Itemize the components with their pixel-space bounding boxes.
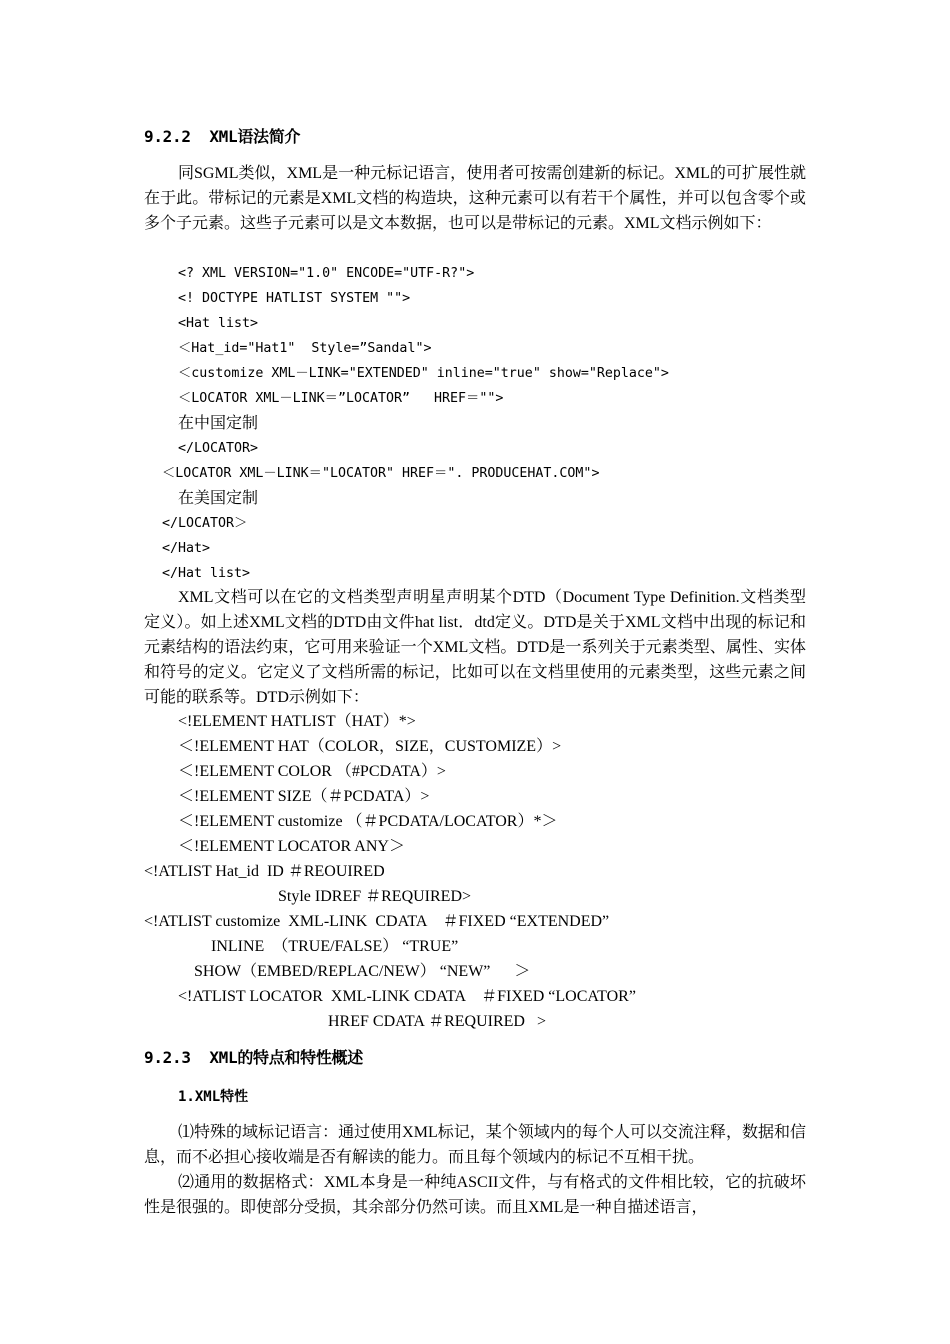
code-line: </LOCATOR＞ (162, 516, 248, 531)
feature-paragraph-2: ⑵通用的数据格式：XML本身是一种纯ASCII文件，与有格式的文件相比较，它的抗破坏性是很强的。即使部分受损，其余部分仍然可读。而且XML是一种自描述语言， (144, 1174, 806, 1216)
dtd-line: ＜!ELEMENT LOCATOR ANY＞ (178, 838, 405, 855)
dtd-line: ＜!ELEMENT SIZE（＃PCDATA）> (178, 788, 430, 805)
section-heading-9-2-3: 9.2.3 XML的特点和特性概述 (144, 1048, 363, 1067)
dtd-line: <!ATLIST Hat_id ID ＃REOUIRED (144, 863, 385, 880)
dtd-line: <!ATLIST customize XML-LINK CDATA ＃FIXED “EXTENDED” (144, 913, 610, 930)
feature-paragraph-1: ⑴特殊的域标记语言：通过使用XML标记，某个领域内的每个人可以交流注释，数据和信息，而不必担心接收端是否有解读的能力。而且每个领域内的标记不互相干扰。 (144, 1124, 806, 1166)
code-line: <? XML VERSION="1.0" ENCODE="UTF-R?"> (178, 266, 475, 281)
code-line: <Hat list> (178, 316, 259, 331)
code-line: ＜LOCATOR XML－LINK＝"LOCATOR" HREF＝". PRODUCEHAT.COM"> (162, 466, 600, 481)
code-line: </LOCATOR> (178, 441, 259, 456)
code-line: </Hat list> (162, 566, 251, 581)
dtd-intro-paragraph: XML文档可以在它的文档类型声明星声明某个DTD（Document Type Definition.文档类型定义）。如上述XML文档的DTD由文件hat list．dtd定义。DTD是关于XML文档中出现的标记和元素结构的语法约束，它可用来验证一个XML文档。DTD是一系列关于元素类型、属性、实体和符号的定义。它定义了文档所需的标记，比如可以在文档里使用的元素类型，这些元素之间可能的联系等。DTD示例如下： (144, 589, 806, 706)
code-line: ＜LOCATOR XML－LINK＝”LOCATOR” HREF＝""> (178, 391, 504, 406)
dtd-line: <!ATLIST LOCATOR XML-LINK CDATA ＃FIXED “LOCATOR” (178, 988, 636, 1005)
section-heading-9-2-2: 9.2.2 XML语法简介 (144, 127, 301, 146)
code-line: ＜customize XML－LINK="EXTENDED" inline="true" show="Replace"> (178, 366, 669, 381)
dtd-line: INLINE （TRUE/FALSE） “TRUE” (211, 938, 459, 955)
subsection-heading-xml-features: 1.XML特性 (178, 1089, 249, 1105)
code-line: </Hat> (162, 541, 211, 556)
code-line: <! DOCTYPE HATLIST SYSTEM ""> (178, 291, 411, 306)
dtd-line: ＜!ELEMENT customize （＃PCDATA/LOCATOR）*＞ (178, 813, 558, 830)
dtd-line: ＜!ELEMENT COLOR （#PCDATA）> (178, 763, 446, 780)
code-line: 在美国定制 (178, 490, 259, 507)
dtd-line: Style IDREF ＃REQUIRED> (278, 888, 472, 905)
dtd-line: ＜!ELEMENT HAT（COLOR，SIZE，CUSTOMIZE）> (178, 738, 562, 755)
dtd-line: HREF CDATA ＃REQUIRED > (328, 1013, 546, 1030)
dtd-line: SHOW（EMBED/REPLAC/NEW） “NEW” ＞ (194, 963, 531, 980)
code-line: ＜Hat_id="Hat1" Style=”Sandal"> (178, 341, 432, 356)
code-line: 在中国定制 (178, 415, 259, 432)
intro-paragraph: 同SGML类似，XML是一种元标记语言，使用者可按需创建新的标记。XML的可扩展性就在于此。带标记的元素是XML文档的构造块，这种元素可以有若干个属性，并可以包含零个或多个子元素。这些子元素可以是文本数据，也可以是带标记的元素。XML文档示例如下： (144, 165, 806, 232)
dtd-line: <!ELEMENT HATLIST（HAT）*> (178, 713, 416, 730)
